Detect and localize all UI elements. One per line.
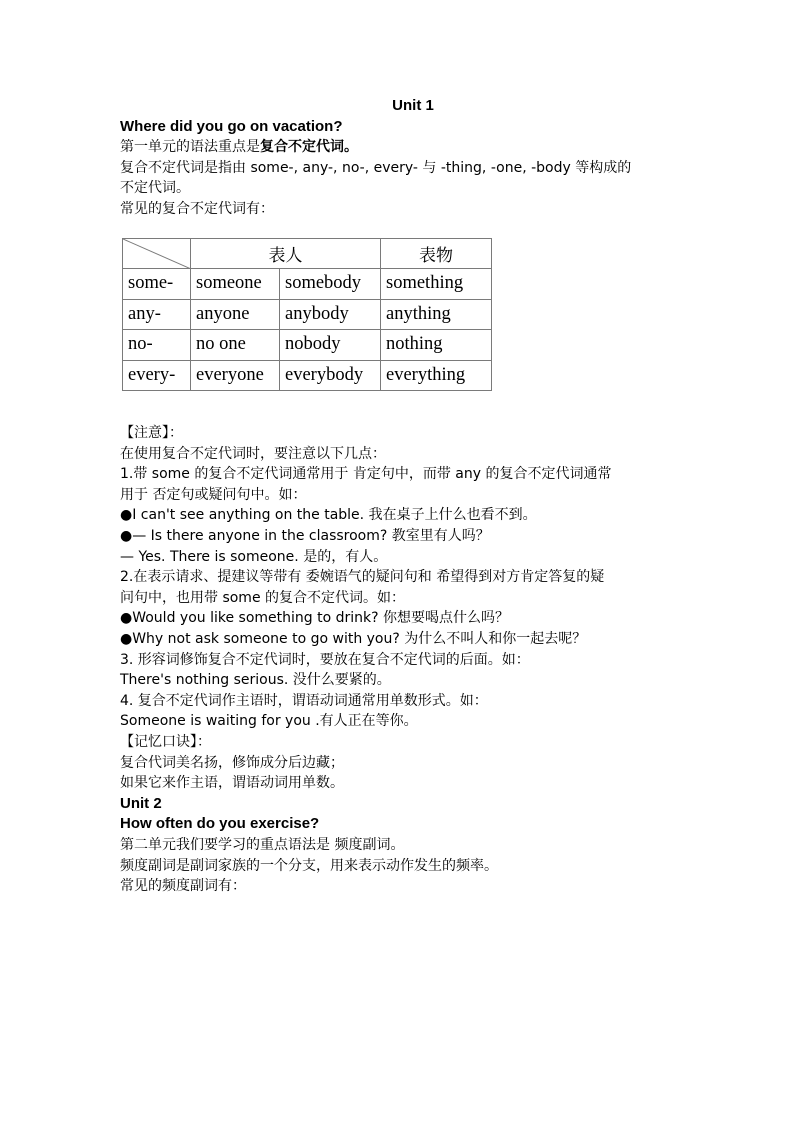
example-line: ●Why not ask someone to go with you? 为什么不叫人和你一起去呢？	[120, 631, 587, 647]
notes-line: 问句中，也用带 some 的复合不定代词。如：	[120, 589, 406, 606]
header-person: 表人	[191, 238, 381, 269]
unit1-definition-line1: 复合不定代词是指由 some-, any-, no-, every- 与 -thing, -one, -body 等构成的	[120, 159, 632, 176]
unit2-title: Unit 2	[120, 794, 162, 812]
notes-line: 4. 复合不定代词作主语时，谓语动词通常用单数形式。如：	[120, 692, 488, 709]
table-header-row	[123, 238, 492, 269]
diagonal-line-icon	[123, 239, 190, 269]
table-cell-one: anyone	[191, 299, 280, 330]
notes-line: 1.带 some 的复合不定代词通常用于 肯定句中，而带 any 的复合不定代词通常	[120, 466, 612, 483]
table-cell-one: everyone	[191, 360, 280, 391]
table-row	[123, 269, 492, 300]
table-cell-one: no one	[191, 330, 280, 361]
unit2-question: How often do you exercise?	[120, 815, 320, 833]
notes-line: 在使用复合不定代词时，要注意以下几点：	[120, 445, 386, 462]
table-cell-one: someone	[191, 269, 280, 300]
memory-line: 复合代词美名扬，修饰成分后边藏；	[120, 754, 344, 771]
unit2-line: 第二单元我们要学习的重点语法是 频度副词。	[120, 836, 405, 853]
notes-label: 【注意】：	[120, 425, 183, 442]
table-cell-body: anybody	[280, 299, 381, 330]
table-cell-prefix: some-	[123, 269, 191, 300]
example-line: ●— Is there anyone in the classroom? 教室里有人吗？	[120, 528, 490, 545]
example-line: Someone is waiting for you .有人正在等你。	[120, 713, 418, 730]
unit1-question: Where did you go on vacation?	[120, 117, 343, 135]
table-cell-body: nobody	[280, 330, 381, 361]
table-row	[123, 360, 492, 391]
diagonal-header-cell	[123, 238, 191, 269]
notes-line: 3. 形容词修饰复合不定代词时，要放在复合不定代词的后面。如：	[120, 651, 530, 668]
example-line: — Yes. There is someone. 是的，有人。	[120, 548, 388, 565]
unit1-definition-line2: 不定代词。	[120, 180, 190, 197]
table-cell-prefix: every-	[123, 360, 191, 391]
unit1-title: Unit 1	[392, 97, 434, 114]
memory-label: 【记忆口诀】：	[120, 733, 211, 750]
table-cell-thing: anything	[381, 299, 492, 330]
table-cell-thing: something	[381, 269, 492, 300]
table-row	[123, 330, 492, 361]
table-cell-body: everybody	[280, 360, 381, 391]
unit1-intro-bold: 复合不定代词。	[260, 139, 358, 156]
table-cell-thing: everything	[381, 360, 492, 391]
header-thing: 表物	[381, 238, 492, 269]
unit2-line: 频度副词是副词家族的一个分支，用来表示动作发生的频率。	[120, 857, 498, 874]
unit1-common-label: 常见的复合不定代词有：	[120, 200, 274, 217]
table-cell-body: somebody	[280, 269, 381, 300]
unit1-intro-prefix: 第一单元的语法重点是	[120, 139, 260, 156]
notes-line: 2.在表示请求、提建议等带有 委婉语气的疑问句和 希望得到对方肯定答复的疑	[120, 569, 605, 586]
table-cell-prefix: no-	[123, 330, 191, 361]
memory-line: 如果它来作主语，谓语动词用单数。	[120, 775, 344, 792]
table-cell-thing: nothing	[381, 330, 492, 361]
unit2-line: 常见的频度副词有：	[120, 878, 246, 895]
notes-line: 用于 否定句或疑问句中。如：	[120, 486, 307, 503]
pronoun-table	[122, 238, 492, 392]
document-page	[120, 96, 680, 897]
table-row	[123, 299, 492, 330]
unit1-intro	[120, 137, 680, 158]
example-line: ●Would you like something to drink? 你想要喝点什么吗？	[120, 610, 509, 627]
example-line: ●I can't see anything on the table. 我在桌子上什么也看不到。	[120, 507, 537, 524]
table-cell-prefix: any-	[123, 299, 191, 330]
example-line: There's nothing serious. 没什么要紧的。	[120, 672, 391, 689]
